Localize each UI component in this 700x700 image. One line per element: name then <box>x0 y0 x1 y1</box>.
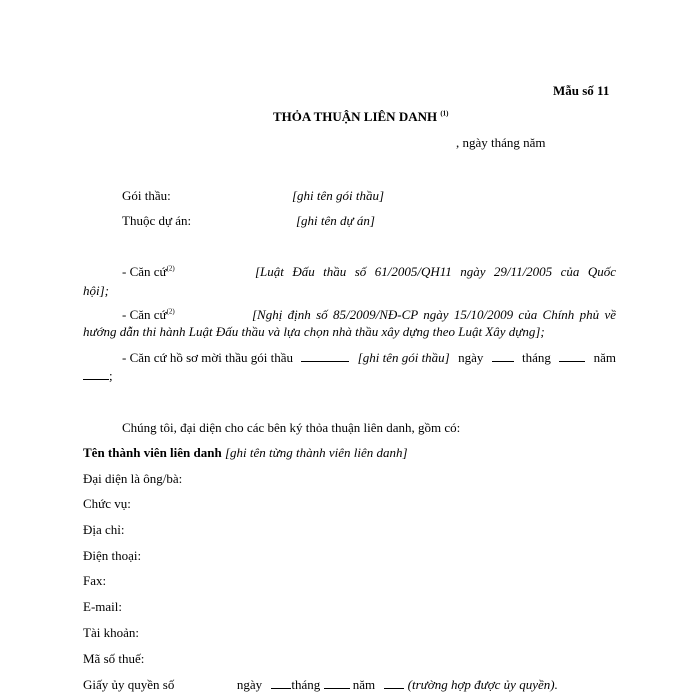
basis-2-footnote: (2) <box>166 307 175 316</box>
form-number: Mẫu số 11 <box>553 83 610 98</box>
authorization-label: Giấy ủy quyền số <box>83 677 175 692</box>
authorization-blank-day <box>271 678 291 689</box>
basis-3-year-label: năm <box>593 350 616 365</box>
title-footnote-marker: (1) <box>440 109 449 118</box>
intro-text: Chúng tôi, đại diện cho các bên ký thỏa thuận liên danh, gồm có: <box>122 420 461 435</box>
authorization-day-label: ngày <box>236 677 263 692</box>
date-line: , ngày tháng năm <box>456 135 546 150</box>
basis-3-blank-package <box>301 351 349 362</box>
basis-1-prefix-text: - Căn cứ <box>122 264 167 279</box>
basis-3-blank-year <box>83 369 109 380</box>
basis-3-line1 <box>122 350 616 366</box>
basis-3-blank-month <box>559 351 585 362</box>
title-text: THỎA THUẬN LIÊN DANH <box>273 109 438 124</box>
field-address: Địa chỉ: <box>83 522 125 537</box>
project-value: [ghi tên dự án] <box>296 213 375 228</box>
field-phone: Điện thoại: <box>83 548 142 563</box>
basis-1-footnote: (2) <box>166 264 175 273</box>
basis-3-blank-day <box>492 351 514 362</box>
basis-2-text-line2: hướng dẫn thi hành Luật Đấu thầu và lựa chọn nhà thầu xây dựng theo Luật Xây dựng]; <box>83 324 545 339</box>
basis-2-prefix-text: - Căn cứ <box>122 307 167 322</box>
basis-2-text-line1: [Nghị định số 85/2009/NĐ-CP ngày 15/10/2009 của Chính phủ về <box>252 307 616 322</box>
basis-3-line2 <box>83 368 113 384</box>
basis-3-end: ; <box>109 368 113 383</box>
authorization-year-label: năm <box>352 677 376 692</box>
basis-3-month-label: tháng <box>522 350 551 365</box>
authorization-note: (trường hợp được ủy quyền). <box>407 677 558 692</box>
field-representative: Đại diện là ông/bà: <box>83 471 183 486</box>
field-position: Chức vụ: <box>83 496 131 511</box>
field-tax-code: Mã số thuế: <box>83 651 145 666</box>
basis-3-ref: [ghi tên gói thầu] <box>357 350 450 365</box>
authorization-blank-year <box>384 678 404 689</box>
authorization-blank-month <box>324 678 350 689</box>
member-line <box>83 445 408 461</box>
member-label: Tên thành viên liên danh <box>83 445 222 460</box>
basis-3-prefix: - Căn cứ hồ sơ mời thầu gói thầu <box>122 350 293 365</box>
basis-1-prefix <box>122 264 175 280</box>
basis-1-text-line1: [Luật Đấu thầu số 61/2005/QH11 ngày 29/11/2005 của Quốc <box>255 264 616 279</box>
authorization-month-label: tháng <box>291 677 321 692</box>
basis-2-prefix <box>122 307 175 323</box>
project-label: Thuộc dự án: <box>122 213 192 228</box>
field-email: E-mail: <box>83 599 122 614</box>
field-account: Tài khoản: <box>83 625 139 640</box>
field-fax: Fax: <box>83 573 107 588</box>
document-title <box>273 109 449 125</box>
package-value: [ghi tên gói thầu] <box>292 188 385 203</box>
member-hint: [ghi tên từng thành viên liên danh] <box>224 445 408 460</box>
package-label: Gói thầu: <box>122 188 171 203</box>
authorization-line <box>83 677 558 693</box>
basis-1-text-line2: hội]; <box>83 283 109 298</box>
basis-3-day-label: ngày <box>458 350 484 365</box>
